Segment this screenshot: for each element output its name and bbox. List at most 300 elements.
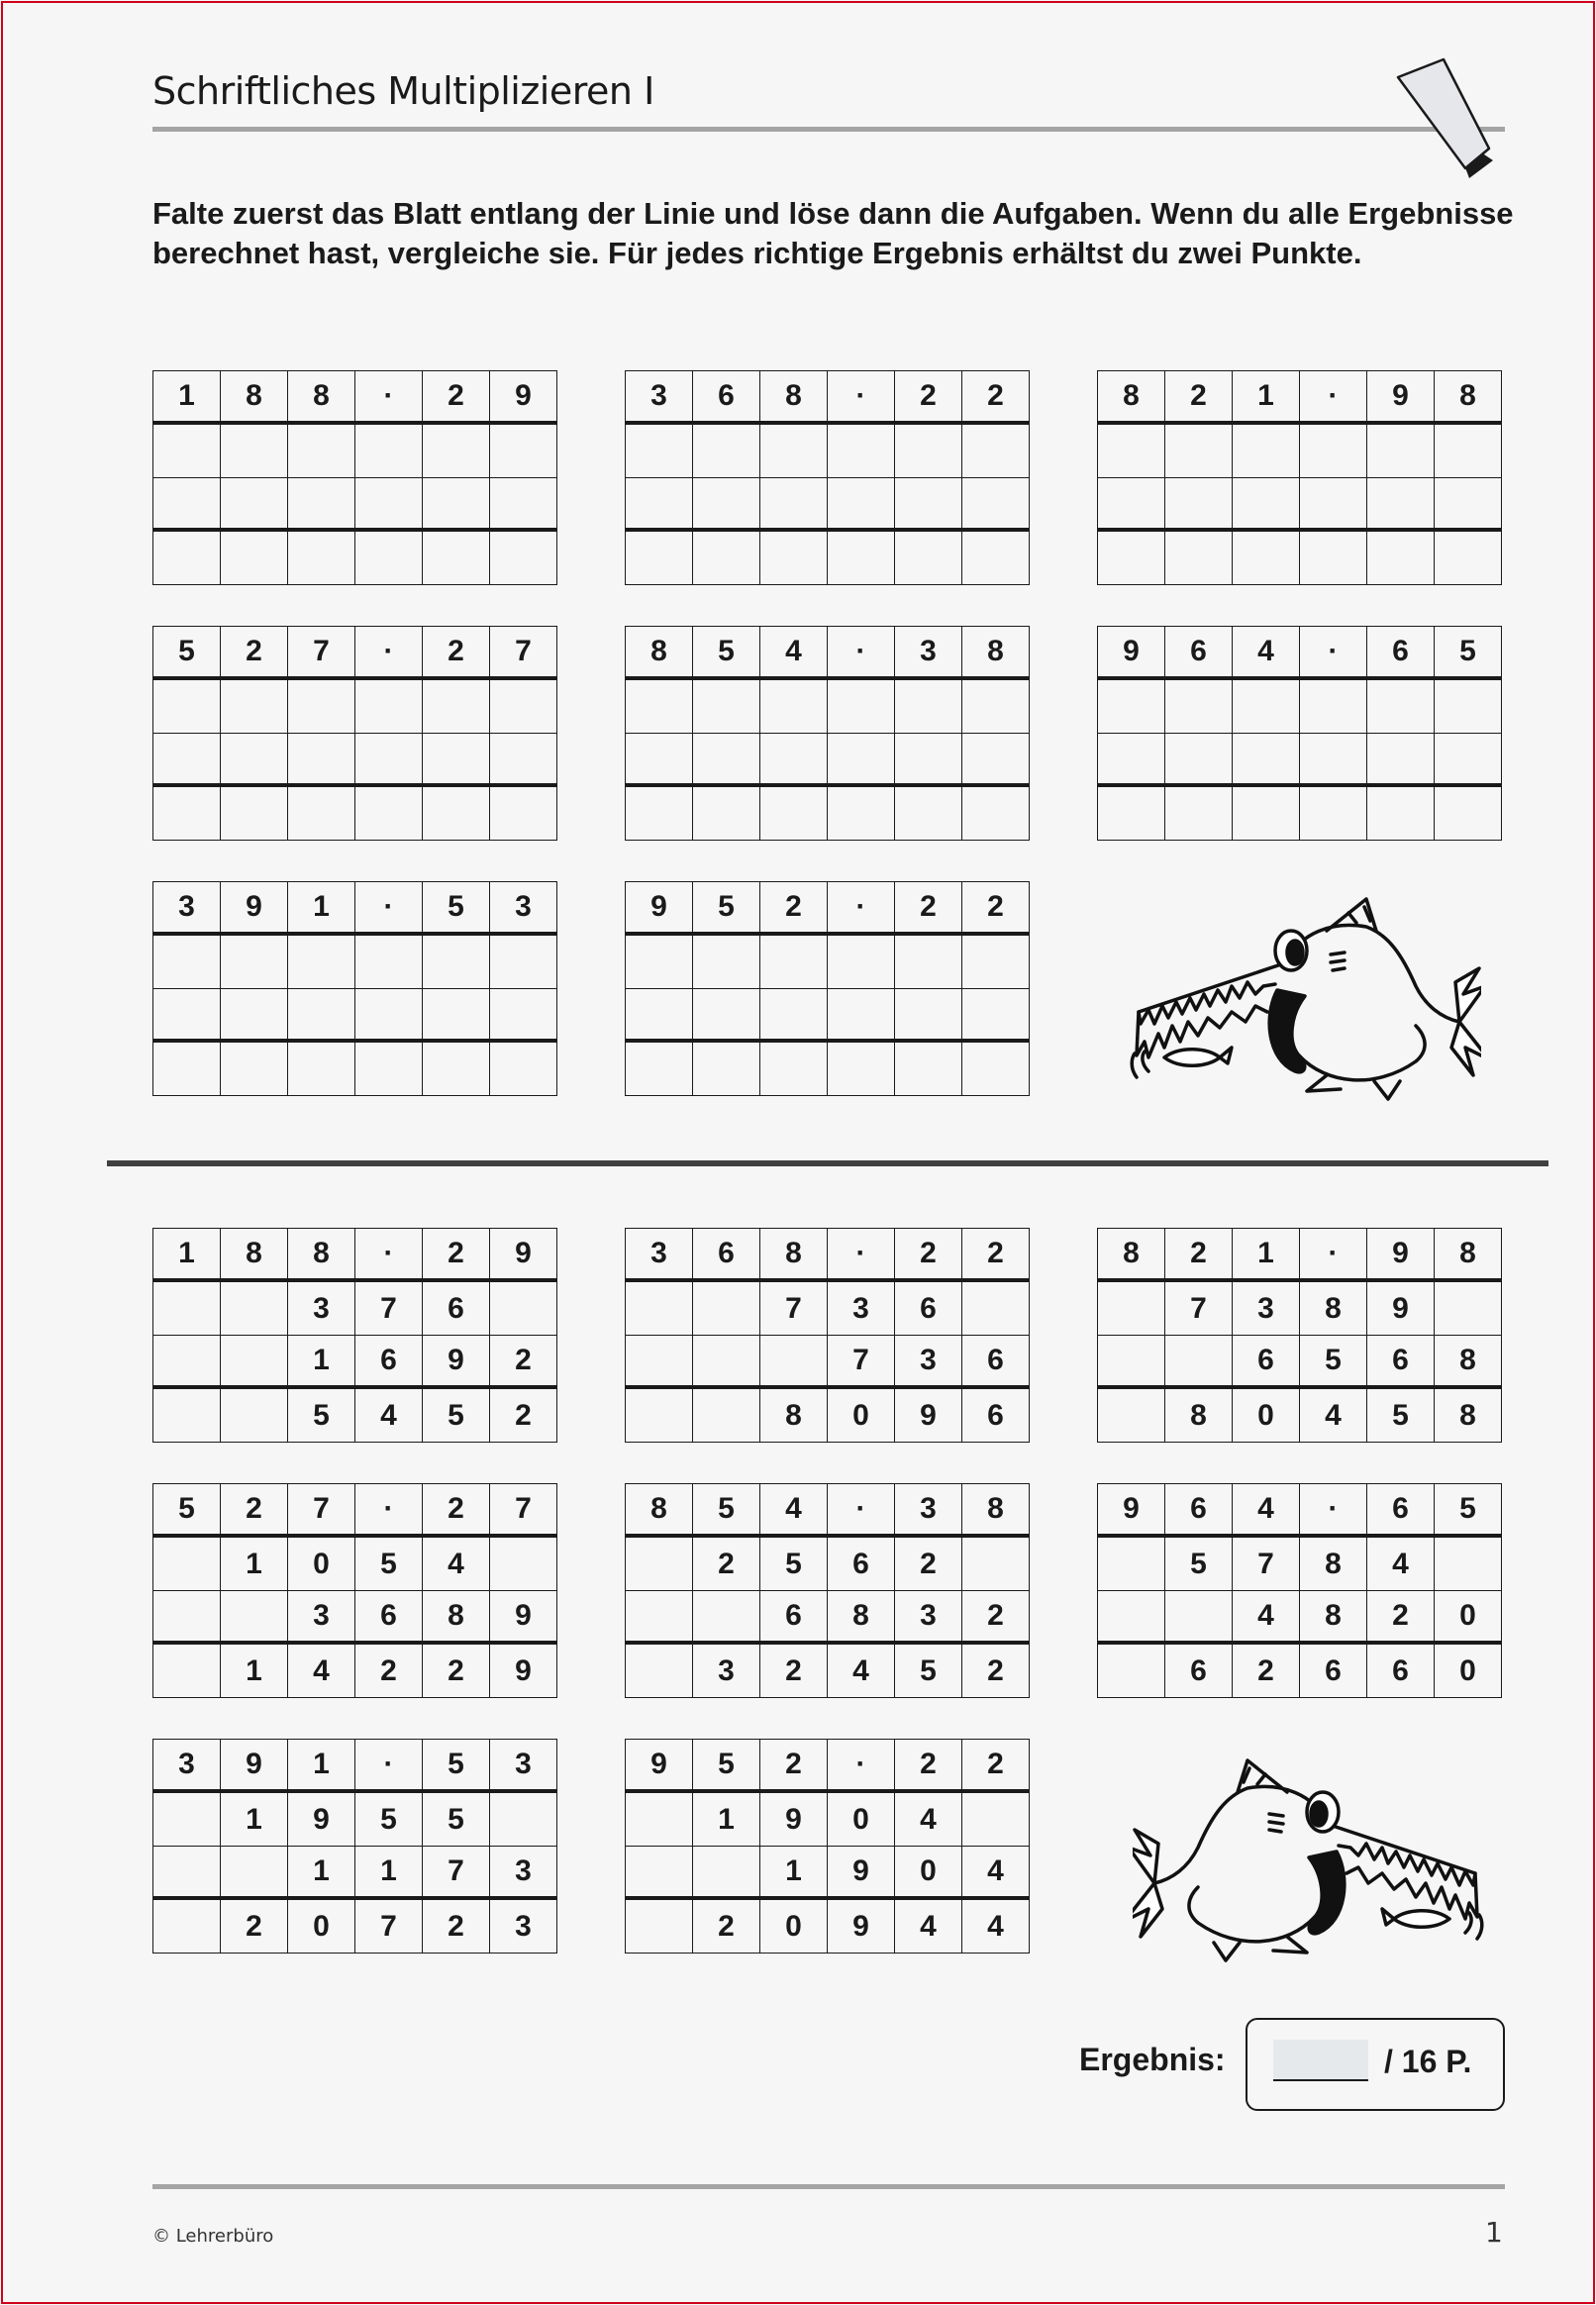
answer-cell[interactable] <box>895 478 962 532</box>
solution-cell: 7 <box>1233 1538 1300 1591</box>
answer-cell[interactable] <box>1098 787 1165 841</box>
answer-cell[interactable] <box>355 989 423 1043</box>
solution-cell: 0 <box>760 1900 828 1954</box>
exercise-grid <box>625 626 1030 841</box>
answer-cell[interactable] <box>1435 478 1502 532</box>
solution-cell <box>626 1538 693 1591</box>
problem-cell: 1 <box>153 1229 221 1282</box>
solution-cell <box>1098 1538 1165 1591</box>
solution-cell: 6 <box>895 1282 962 1336</box>
answer-cell[interactable] <box>1165 787 1233 841</box>
answer-cell[interactable] <box>423 532 490 585</box>
solution-cell: 9 <box>828 1847 895 1900</box>
answer-cell[interactable] <box>1098 532 1165 585</box>
solution-cell: 4 <box>1300 1389 1367 1443</box>
problem-cell: 9 <box>1098 627 1165 680</box>
copyright: © Lehrerbüro <box>152 2226 274 2247</box>
answer-cell[interactable] <box>760 936 828 989</box>
solution-cell: 6 <box>423 1282 490 1336</box>
solution-cell <box>153 1645 221 1698</box>
solution-cell: 1 <box>288 1336 355 1389</box>
answer-cell[interactable] <box>693 787 760 841</box>
solution-cell: 2 <box>221 1900 288 1954</box>
answer-cell[interactable] <box>962 532 1030 585</box>
answer-cell[interactable] <box>153 680 221 734</box>
answer-cell[interactable] <box>355 532 423 585</box>
solution-cell: 2 <box>490 1336 557 1389</box>
problem-cell: · <box>828 1740 895 1793</box>
solution-cell: 7 <box>355 1900 423 1954</box>
problem-cell: 1 <box>1233 1229 1300 1282</box>
answer-cell[interactable] <box>626 532 693 585</box>
answer-cell[interactable] <box>221 989 288 1043</box>
solution-cell: 6 <box>828 1538 895 1591</box>
solution-cell <box>153 1793 221 1847</box>
answer-cell[interactable] <box>221 936 288 989</box>
problem-cell: 8 <box>626 1484 693 1538</box>
solution-cell <box>153 1336 221 1389</box>
score-max: / 16 P. <box>1384 2044 1472 2079</box>
solution-cell: 8 <box>1300 1282 1367 1336</box>
problem-cell: 9 <box>626 882 693 936</box>
answer-cell[interactable] <box>1165 680 1233 734</box>
answer-cell[interactable] <box>423 680 490 734</box>
problem-cell: 5 <box>423 1740 490 1793</box>
answer-cell[interactable] <box>355 1043 423 1096</box>
exercise-grid <box>1097 370 1502 585</box>
answer-cell[interactable] <box>693 1043 760 1096</box>
problem-cell: 4 <box>1233 1484 1300 1538</box>
answer-cell[interactable] <box>423 787 490 841</box>
answer-cell[interactable] <box>1300 734 1367 787</box>
problem-cell: 9 <box>490 371 557 425</box>
problem-cell: · <box>355 1484 423 1538</box>
problem-cell: 3 <box>895 1484 962 1538</box>
answer-cell[interactable] <box>693 734 760 787</box>
answer-cell[interactable] <box>1367 734 1435 787</box>
problem-cell: 9 <box>1367 1229 1435 1282</box>
page-number: 1 <box>1485 2216 1503 2249</box>
problem-cell: 5 <box>153 1484 221 1538</box>
solution-cell: 0 <box>828 1389 895 1443</box>
answer-cell[interactable] <box>490 425 557 478</box>
answer-cell[interactable] <box>760 478 828 532</box>
solution-cell: 3 <box>1233 1282 1300 1336</box>
solution-cell: 9 <box>490 1645 557 1698</box>
answer-cell[interactable] <box>1300 680 1367 734</box>
answer-cell[interactable] <box>828 787 895 841</box>
answer-cell[interactable] <box>490 936 557 989</box>
problem-cell: 8 <box>288 371 355 425</box>
problem-cell: 2 <box>423 371 490 425</box>
solution-cell <box>626 1282 693 1336</box>
solution-cell <box>626 1645 693 1698</box>
solution-grid <box>152 1228 557 1443</box>
answer-cell[interactable] <box>221 680 288 734</box>
answer-cell[interactable] <box>760 734 828 787</box>
problem-cell: · <box>355 1229 423 1282</box>
solution-cell <box>153 1591 221 1645</box>
answer-cell[interactable] <box>760 1043 828 1096</box>
solution-cell <box>221 1336 288 1389</box>
solution-cell <box>1165 1336 1233 1389</box>
problem-cell: 7 <box>490 627 557 680</box>
solution-cell: 5 <box>355 1793 423 1847</box>
solution-cell <box>153 1538 221 1591</box>
solution-cell <box>490 1793 557 1847</box>
solution-cell: 2 <box>895 1538 962 1591</box>
answer-cell[interactable] <box>490 478 557 532</box>
answer-cell[interactable] <box>962 989 1030 1043</box>
answer-cell[interactable] <box>423 478 490 532</box>
answer-cell[interactable] <box>153 936 221 989</box>
solution-cell: 6 <box>1300 1645 1367 1698</box>
solution-cell: 8 <box>1300 1591 1367 1645</box>
score-box <box>1246 2018 1505 2111</box>
solution-cell <box>490 1282 557 1336</box>
problem-cell: 8 <box>1098 1229 1165 1282</box>
score-label: Ergebnis: <box>1079 2042 1226 2077</box>
problem-cell: 3 <box>895 627 962 680</box>
answer-cell[interactable] <box>355 680 423 734</box>
answer-cell[interactable] <box>1098 425 1165 478</box>
exercise-grid <box>152 881 557 1096</box>
solution-cell: 4 <box>962 1900 1030 1954</box>
solution-cell: 0 <box>1435 1645 1502 1698</box>
solution-cell: 3 <box>490 1847 557 1900</box>
solution-cell <box>626 1793 693 1847</box>
solution-cell <box>693 1591 760 1645</box>
solution-cell <box>153 1847 221 1900</box>
problem-cell: 5 <box>1435 1484 1502 1538</box>
answer-cell[interactable] <box>423 734 490 787</box>
answer-cell[interactable] <box>1435 425 1502 478</box>
problem-cell: 9 <box>490 1229 557 1282</box>
solution-cell: 6 <box>962 1389 1030 1443</box>
answer-cell[interactable] <box>1165 425 1233 478</box>
answer-cell[interactable] <box>1435 532 1502 585</box>
answer-cell[interactable] <box>760 425 828 478</box>
solution-cell: 5 <box>1300 1336 1367 1389</box>
answer-cell[interactable] <box>1165 478 1233 532</box>
answer-cell[interactable] <box>962 425 1030 478</box>
answer-cell[interactable] <box>288 425 355 478</box>
answer-cell[interactable] <box>288 680 355 734</box>
problem-cell: 1 <box>288 1740 355 1793</box>
solution-cell: 6 <box>760 1591 828 1645</box>
fold-line <box>107 1160 1548 1166</box>
solution-cell: 3 <box>895 1336 962 1389</box>
folded-paper-icon <box>1386 57 1495 186</box>
answer-cell[interactable] <box>423 1043 490 1096</box>
solution-cell <box>626 1847 693 1900</box>
answer-cell[interactable] <box>760 787 828 841</box>
answer-cell[interactable] <box>1435 734 1502 787</box>
answer-cell[interactable] <box>1233 680 1300 734</box>
solution-cell: 9 <box>490 1591 557 1645</box>
answer-cell[interactable] <box>355 734 423 787</box>
answer-cell[interactable] <box>1367 478 1435 532</box>
problem-cell: · <box>355 882 423 936</box>
problem-cell: 2 <box>962 1229 1030 1282</box>
answer-cell[interactable] <box>221 425 288 478</box>
answer-cell[interactable] <box>153 734 221 787</box>
answer-cell[interactable] <box>1300 787 1367 841</box>
answer-cell[interactable] <box>490 532 557 585</box>
answer-cell[interactable] <box>962 478 1030 532</box>
problem-cell: 6 <box>1367 627 1435 680</box>
answer-cell[interactable] <box>288 1043 355 1096</box>
answer-cell[interactable] <box>895 532 962 585</box>
solution-cell: 2 <box>962 1645 1030 1698</box>
page-title: Schriftliches Multiplizieren I <box>152 69 654 113</box>
answer-cell[interactable] <box>1233 532 1300 585</box>
answer-cell[interactable] <box>626 680 693 734</box>
solution-cell: 5 <box>895 1645 962 1698</box>
problem-cell: · <box>1300 627 1367 680</box>
answer-cell[interactable] <box>828 1043 895 1096</box>
problem-cell: 8 <box>962 627 1030 680</box>
problem-cell: 9 <box>626 1740 693 1793</box>
answer-cell[interactable] <box>895 734 962 787</box>
answer-cell[interactable] <box>1367 425 1435 478</box>
answer-cell[interactable] <box>962 680 1030 734</box>
answer-cell[interactable] <box>1098 478 1165 532</box>
solution-cell: 7 <box>1165 1282 1233 1336</box>
problem-cell: 6 <box>1165 627 1233 680</box>
problem-cell: 8 <box>221 1229 288 1282</box>
solution-cell: 4 <box>1367 1538 1435 1591</box>
answer-cell[interactable] <box>490 989 557 1043</box>
solution-cell: 2 <box>962 1591 1030 1645</box>
exercise-grid <box>625 881 1030 1096</box>
solution-cell: 2 <box>760 1645 828 1698</box>
solution-cell <box>626 1389 693 1443</box>
problem-cell: · <box>1300 1484 1367 1538</box>
answer-cell[interactable] <box>1300 425 1367 478</box>
solution-cell <box>1098 1389 1165 1443</box>
answer-cell[interactable] <box>288 936 355 989</box>
solution-cell <box>1098 1282 1165 1336</box>
score-input[interactable] <box>1273 2040 1368 2081</box>
problem-cell: · <box>355 1740 423 1793</box>
answer-cell[interactable] <box>153 425 221 478</box>
answer-cell[interactable] <box>1435 787 1502 841</box>
solution-cell <box>626 1900 693 1954</box>
answer-cell[interactable] <box>895 1043 962 1096</box>
answer-cell[interactable] <box>490 680 557 734</box>
answer-cell[interactable] <box>221 478 288 532</box>
answer-cell[interactable] <box>626 1043 693 1096</box>
answer-cell[interactable] <box>221 734 288 787</box>
problem-cell: 2 <box>895 882 962 936</box>
exercise-grid <box>625 370 1030 585</box>
problem-cell: 2 <box>423 1484 490 1538</box>
answer-cell[interactable] <box>828 680 895 734</box>
answer-cell[interactable] <box>1233 478 1300 532</box>
answer-cell[interactable] <box>355 936 423 989</box>
problem-cell: · <box>1300 371 1367 425</box>
answer-cell[interactable] <box>1435 680 1502 734</box>
solution-cell <box>693 1847 760 1900</box>
answer-cell[interactable] <box>1165 734 1233 787</box>
answer-cell[interactable] <box>153 787 221 841</box>
answer-cell[interactable] <box>490 734 557 787</box>
solution-cell: 9 <box>288 1793 355 1847</box>
answer-cell[interactable] <box>760 989 828 1043</box>
solution-grid <box>625 1739 1030 1954</box>
solution-cell: 6 <box>355 1591 423 1645</box>
answer-cell[interactable] <box>221 787 288 841</box>
answer-cell[interactable] <box>355 787 423 841</box>
answer-cell[interactable] <box>626 787 693 841</box>
answer-cell[interactable] <box>693 478 760 532</box>
answer-cell[interactable] <box>895 787 962 841</box>
answer-cell[interactable] <box>962 936 1030 989</box>
answer-cell[interactable] <box>288 787 355 841</box>
answer-cell[interactable] <box>895 936 962 989</box>
answer-cell[interactable] <box>828 936 895 989</box>
answer-cell[interactable] <box>1165 532 1233 585</box>
answer-cell[interactable] <box>288 989 355 1043</box>
answer-cell[interactable] <box>895 680 962 734</box>
solution-cell: 0 <box>895 1847 962 1900</box>
solution-cell <box>1098 1591 1165 1645</box>
answer-cell[interactable] <box>626 989 693 1043</box>
answer-cell[interactable] <box>962 734 1030 787</box>
answer-cell[interactable] <box>1233 734 1300 787</box>
solution-cell: 4 <box>895 1900 962 1954</box>
answer-cell[interactable] <box>962 787 1030 841</box>
solution-cell: 5 <box>423 1389 490 1443</box>
answer-cell[interactable] <box>153 989 221 1043</box>
solution-cell: 1 <box>221 1793 288 1847</box>
solution-cell <box>1165 1591 1233 1645</box>
problem-cell: 8 <box>962 1484 1030 1538</box>
answer-cell[interactable] <box>221 1043 288 1096</box>
solution-cell: 9 <box>895 1389 962 1443</box>
answer-cell[interactable] <box>760 532 828 585</box>
answer-cell[interactable] <box>1367 532 1435 585</box>
solution-cell: 3 <box>490 1900 557 1954</box>
problem-cell: 3 <box>626 1229 693 1282</box>
solution-grid <box>152 1739 557 1954</box>
answer-cell[interactable] <box>1098 680 1165 734</box>
solution-cell: 2 <box>423 1645 490 1698</box>
solution-cell <box>626 1336 693 1389</box>
solution-cell: 8 <box>423 1591 490 1645</box>
solution-cell: 8 <box>828 1591 895 1645</box>
answer-cell[interactable] <box>1367 680 1435 734</box>
answer-cell[interactable] <box>423 936 490 989</box>
answer-cell[interactable] <box>490 787 557 841</box>
answer-cell[interactable] <box>1233 787 1300 841</box>
problem-cell: 5 <box>1435 627 1502 680</box>
answer-cell[interactable] <box>153 532 221 585</box>
title-rule <box>152 127 1505 132</box>
problem-cell: 2 <box>895 1229 962 1282</box>
solution-cell: 2 <box>693 1538 760 1591</box>
answer-cell[interactable] <box>355 478 423 532</box>
problem-cell: 6 <box>1165 1484 1233 1538</box>
solution-cell: 1 <box>693 1793 760 1847</box>
answer-cell[interactable] <box>288 478 355 532</box>
answer-cell[interactable] <box>962 1043 1030 1096</box>
solution-cell: 9 <box>423 1336 490 1389</box>
answer-cell[interactable] <box>490 1043 557 1096</box>
answer-cell[interactable] <box>153 1043 221 1096</box>
answer-cell[interactable] <box>828 532 895 585</box>
problem-cell: 8 <box>760 1229 828 1282</box>
answer-cell[interactable] <box>423 989 490 1043</box>
answer-cell[interactable] <box>626 425 693 478</box>
problem-cell: 6 <box>693 1229 760 1282</box>
solution-cell: 9 <box>1367 1282 1435 1336</box>
answer-cell[interactable] <box>693 680 760 734</box>
solution-grid <box>152 1483 557 1698</box>
problem-cell: · <box>828 627 895 680</box>
solution-cell <box>760 1336 828 1389</box>
solution-cell <box>1098 1645 1165 1698</box>
answer-cell[interactable] <box>153 478 221 532</box>
solution-grid <box>625 1228 1030 1443</box>
solution-cell: 0 <box>288 1900 355 1954</box>
problem-cell: 7 <box>288 627 355 680</box>
answer-cell[interactable] <box>355 425 423 478</box>
answer-cell[interactable] <box>895 425 962 478</box>
solution-cell: 9 <box>828 1900 895 1954</box>
solution-cell: 4 <box>828 1645 895 1698</box>
answer-cell[interactable] <box>693 989 760 1043</box>
solution-cell: 4 <box>895 1793 962 1847</box>
answer-cell[interactable] <box>828 478 895 532</box>
problem-cell: 8 <box>1098 371 1165 425</box>
answer-cell[interactable] <box>828 989 895 1043</box>
answer-cell[interactable] <box>693 936 760 989</box>
answer-cell[interactable] <box>423 425 490 478</box>
solution-cell <box>1098 1336 1165 1389</box>
answer-cell[interactable] <box>1367 787 1435 841</box>
problem-cell: 2 <box>895 371 962 425</box>
exercise-grid <box>1097 626 1502 841</box>
solution-cell: 6 <box>1165 1645 1233 1698</box>
answer-cell[interactable] <box>1300 532 1367 585</box>
answer-cell[interactable] <box>1233 425 1300 478</box>
answer-cell[interactable] <box>760 680 828 734</box>
solution-cell: 8 <box>1435 1389 1502 1443</box>
answer-cell[interactable] <box>828 734 895 787</box>
answer-cell[interactable] <box>288 532 355 585</box>
answer-cell[interactable] <box>1300 478 1367 532</box>
problem-cell: · <box>355 371 423 425</box>
answer-cell[interactable] <box>221 532 288 585</box>
answer-cell[interactable] <box>626 478 693 532</box>
solution-cell: 0 <box>1435 1591 1502 1645</box>
answer-cell[interactable] <box>626 734 693 787</box>
answer-cell[interactable] <box>693 425 760 478</box>
problem-cell: 7 <box>490 1484 557 1538</box>
answer-cell[interactable] <box>693 532 760 585</box>
solution-cell: 1 <box>288 1847 355 1900</box>
solution-cell: 6 <box>355 1336 423 1389</box>
problem-cell: 2 <box>962 1740 1030 1793</box>
answer-cell[interactable] <box>288 734 355 787</box>
answer-cell[interactable] <box>626 936 693 989</box>
solution-cell: 7 <box>423 1847 490 1900</box>
answer-cell[interactable] <box>828 425 895 478</box>
answer-cell[interactable] <box>895 989 962 1043</box>
answer-cell[interactable] <box>1098 734 1165 787</box>
